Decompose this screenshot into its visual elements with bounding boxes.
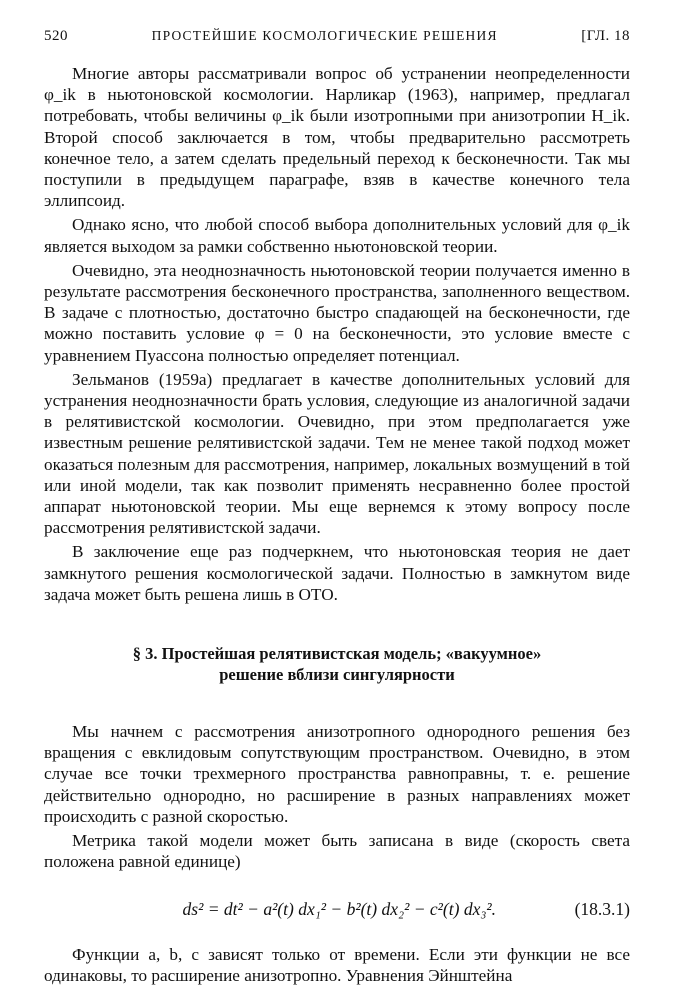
section-heading-line: решение вблизи сингулярности bbox=[219, 665, 455, 685]
paragraph: Однако ясно, что любой способ выбора дополнительных условий для φ_ik является выходом за рамки собственно ньютоновской теории. bbox=[44, 215, 630, 256]
running-title: ПРОСТЕЙШИЕ КОСМОЛОГИЧЕСКИЕ РЕШЕНИЯ bbox=[151, 28, 498, 43]
section-heading bbox=[44, 643, 630, 685]
paragraph: Функции a, b, c зависят только от времени. Если эти функции не все одинаковы, то расширение анизотропно. Уравнения Эйнштейна bbox=[44, 944, 630, 985]
metric-formula: ds² = dt² − a²(t) dx₁² − b²(t) dx₂² − c²(t) dx₃². bbox=[182, 898, 497, 919]
text-body bbox=[44, 63, 630, 986]
paragraph: Очевидно, эта неоднозначность ньютоновской теории получается именно в результате рассмотрения бесконечного пространства, заполненного веществом. В задаче с плотностью, достаточно быстро спадающей на бесконечности, где можно поставить условие φ = 0 на бесконечности, это условие вместе с уравнением Пуассона полностью определяет потенциал. bbox=[44, 260, 630, 365]
book-page bbox=[44, 28, 630, 989]
running-head bbox=[44, 28, 630, 45]
paragraph: Мы начнем с рассмотрения анизотропного однородного решения без вращения с евклидовым сопутствующим пространством. Очевидно, в этом случае все точки трехмерного пространства равноправны, т. е. решение действительно однородно, но расширение в разных направлениях может происходить с разной скоростью. bbox=[44, 722, 630, 826]
paragraph: Многие авторы рассматривали вопрос об устранении неопределенности φ_ik в ньютоновской космологии. Нарликар (1963), например, предлагал потребовать, чтобы величины φ_ik были изотропными при анизотропии H_ik. Второй способ заключается в том, чтобы предварительно рассмотреть конечное тело, а затем сделать предельный переход к бесконечности. Так мы поступили в предыдущем параграфе, взяв в качестве конечного тела эллипсоид. bbox=[44, 64, 630, 211]
paragraph: Метрика такой модели может быть записана в виде (скорость света положена равной единице) bbox=[44, 831, 630, 872]
formula-row bbox=[44, 899, 630, 920]
page-number: 520 bbox=[44, 28, 68, 44]
equation-number: (18.3.1) bbox=[574, 898, 630, 919]
section-heading-line: § 3. Простейшая релятивистская модель; «вакуумное» bbox=[132, 644, 542, 664]
paragraph: В заключение еще раз подчеркнем, что ньютоновская теория не дает замкнутого решения космологической задачи. Полностью в замкнутом виде задача может быть решена лишь в ОТО. bbox=[44, 542, 630, 604]
chapter-label: [ГЛ. 18 bbox=[581, 28, 630, 44]
paragraph: Зельманов (1959а) предлагает в качестве дополнительных условий для устранения неоднозначности брать условия, следующие из аналогичной задачи в релятивистской космологии. Очевидно, при этом предполагается уже известным решение релятивистской задачи. Тем не менее такой подход может оказаться полезным для рассмотрения, например, локальных возмущений в той или иной модели, так как позволит применять несравненно более простой аппарат ньютоновской теории. Мы еще вернемся к этому вопросу после рассмотрения релятивистской задачи. bbox=[44, 369, 630, 538]
